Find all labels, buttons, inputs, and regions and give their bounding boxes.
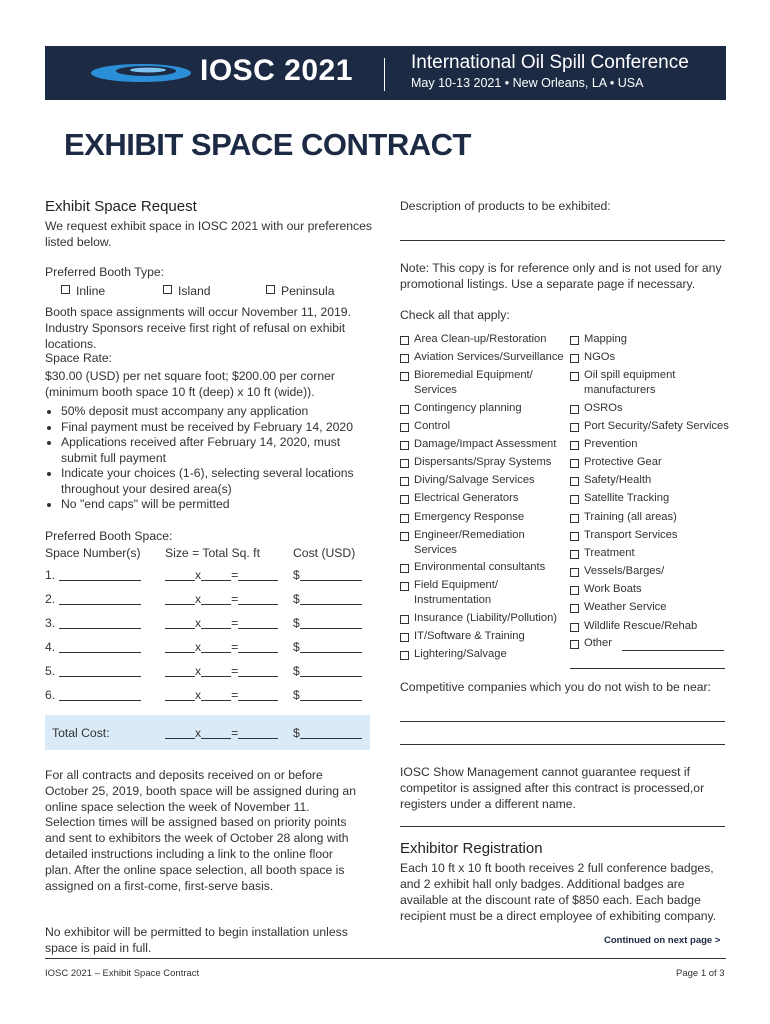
checklist-item[interactable]: Field Equipment/ Instrumentation: [400, 578, 565, 608]
checkbox-icon[interactable]: [570, 441, 579, 450]
divider: [400, 826, 725, 827]
checkbox-icon[interactable]: [400, 423, 409, 432]
space-number-field[interactable]: 3.: [45, 616, 141, 630]
checklist-item[interactable]: Control: [400, 419, 565, 434]
checkbox-icon[interactable]: [400, 372, 409, 381]
conference-details: May 10-13 2021 • New Orleans, LA • USA: [411, 76, 644, 90]
checklist-item[interactable]: Training (all areas): [570, 510, 730, 525]
checkbox-icon[interactable]: [570, 495, 579, 504]
other-field-2[interactable]: [570, 668, 725, 669]
list-item: • Final payment must be received by February 14, 2020: [61, 420, 370, 436]
space-number-field[interactable]: 5.: [45, 664, 141, 678]
logo-text: IOSC 2021: [200, 54, 353, 87]
checklist-item[interactable]: Engineer/Remediation Services: [400, 528, 565, 558]
checkbox-icon[interactable]: [163, 285, 172, 294]
other-field[interactable]: [622, 650, 724, 651]
total-size-field[interactable]: x =: [165, 726, 278, 740]
cost-field[interactable]: $: [293, 664, 362, 678]
checkbox-icon[interactable]: [400, 477, 409, 486]
checkbox-icon[interactable]: [400, 532, 409, 541]
terms-list: [45, 404, 370, 513]
checklist-item[interactable]: Vessels/Barges/: [570, 564, 730, 579]
booth-type-inline[interactable]: Inline: [61, 283, 105, 299]
checkbox-icon[interactable]: [570, 532, 579, 541]
checklist-item[interactable]: Aviation Services/Surveillance: [400, 350, 565, 365]
checkbox-icon[interactable]: [400, 495, 409, 504]
size-field[interactable]: x =: [165, 592, 278, 606]
cost-field[interactable]: $: [293, 568, 362, 582]
competitors-field-1[interactable]: [400, 721, 725, 722]
description-field[interactable]: [400, 240, 725, 241]
col-space-number: Space Number(s): [45, 546, 141, 560]
checklist-item[interactable]: Dispersants/Spray Systems: [400, 455, 565, 470]
cost-field[interactable]: $: [293, 616, 362, 630]
install-text: No exhibitor will be permitted to begin installation unless space is paid in full.: [45, 925, 348, 955]
iosc-logo-icon: [88, 60, 194, 86]
description-label: Description of products to be exhibited:: [400, 199, 611, 213]
space-number-field[interactable]: 6.: [45, 688, 141, 702]
checkbox-icon[interactable]: [61, 285, 70, 294]
checkbox-icon[interactable]: [570, 336, 579, 345]
space-number-field[interactable]: 1.: [45, 568, 141, 582]
checklist-item[interactable]: Port Security/Safety Services: [570, 419, 730, 434]
checklist-item[interactable]: Diving/Salvage Services: [400, 473, 565, 488]
competitors-note: IOSC Show Management cannot guarantee request if competitor is assigned after this contract is processed,or registers under a different name.: [400, 765, 705, 811]
checkbox-icon[interactable]: [400, 582, 409, 591]
checkbox-icon[interactable]: [570, 372, 579, 381]
booth-type-island[interactable]: Island: [163, 283, 211, 299]
booth-type-label: Preferred Booth Type:: [45, 265, 165, 279]
checkbox-icon[interactable]: [400, 615, 409, 624]
total-cost-label: Total Cost:: [52, 726, 110, 740]
checkbox-icon[interactable]: [570, 477, 579, 486]
checkbox-icon[interactable]: [400, 633, 409, 642]
exhibit-request-heading: Exhibit Space Request: [45, 198, 197, 215]
space-number-field[interactable]: 2.: [45, 592, 141, 606]
checkbox-icon[interactable]: [570, 604, 579, 613]
space-rate-text: $30.00 (USD) per net square foot; $200.00 per corner (minimum booth space 10 ft (deep) x 10 ft (wide)).: [45, 369, 335, 399]
checklist-item[interactable]: Bioremedial Equipment/ Services: [400, 368, 565, 398]
checkbox-icon[interactable]: [400, 651, 409, 660]
checkbox-icon[interactable]: [570, 459, 579, 468]
page-number: Page 1 of 3: [676, 968, 725, 979]
list-item: • No "end caps" will be permitted: [61, 497, 370, 513]
size-field[interactable]: x =: [165, 568, 278, 582]
checkbox-icon[interactable]: [400, 514, 409, 523]
col-size: Size = Total Sq. ft: [165, 546, 260, 560]
col-cost: Cost (USD): [293, 546, 356, 560]
checkbox-icon[interactable]: [570, 586, 579, 595]
checklist-item[interactable]: Protective Gear: [570, 455, 730, 470]
checkbox-icon[interactable]: [570, 550, 579, 559]
checkbox-icon[interactable]: [400, 564, 409, 573]
checklist-item[interactable]: Treatment: [570, 546, 730, 561]
size-field[interactable]: x =: [165, 640, 278, 654]
registration-text: Each 10 ft x 10 ft booth receives 2 full conference badges, and 2 exhibit hall only badges. Additional badges are available at the discount rate of $850 each. Each badge recipient must be a direct employee of exhibiting company.: [400, 861, 717, 923]
request-intro: We request exhibit space in IOSC 2021 with our preferences listed below.: [45, 219, 372, 249]
size-field[interactable]: x =: [165, 616, 278, 630]
list-item: • Indicate your choices (1-6), selecting several locations throughout your desired area(s): [61, 466, 370, 497]
assignment-note: Booth space assignments will occur November 11, 2019. Industry Sponsors receive first right of refusal on exhibit locations.: [45, 305, 351, 351]
competitors-label: Competitive companies which you do not wish to be near:: [400, 680, 711, 694]
checklist-item[interactable]: Satellite Tracking: [570, 491, 730, 506]
reference-note: Note: This copy is for reference only and is not used for any promotional listings. Use a separate page if necessary.: [400, 261, 722, 291]
checkbox-icon[interactable]: [570, 623, 579, 632]
checklist-item[interactable]: IT/Software & Training: [400, 629, 565, 644]
checklist-item[interactable]: Emergency Response: [400, 510, 565, 525]
checkbox-icon[interactable]: [400, 336, 409, 345]
footer-divider: [45, 958, 726, 959]
cost-field[interactable]: $: [293, 592, 362, 606]
checklist-item[interactable]: Wildlife Rescue/Rehab: [570, 619, 730, 634]
list-item: • Applications received after February 14, 2020, must submit full payment: [61, 435, 370, 466]
checklist-item[interactable]: Safety/Health: [570, 473, 730, 488]
checklist-item[interactable]: Prevention: [570, 437, 730, 452]
registration-heading: Exhibitor Registration: [400, 840, 543, 857]
conference-name: International Oil Spill Conference: [411, 52, 689, 73]
checklist-item[interactable]: OSROs: [570, 401, 730, 416]
deadline-text: For all contracts and deposits received on or before October 25, 2019, booth space will be assigned during an online space selection the week of November 11. Selection times will be assigned based on priority points and sent to exhibitors the week of October 28 along with detailed instructions including a link to the online floor plan. After the online space selection, all booth space is assigned on a first-come, first-serve basis.: [45, 768, 356, 893]
checklist-item[interactable]: Transport Services: [570, 528, 730, 543]
booth-type-peninsula[interactable]: Peninsula: [266, 283, 335, 299]
space-rate-label: Space Rate:: [45, 351, 113, 365]
checklist-item[interactable]: Environmental consultants: [400, 560, 565, 575]
total-cost-field[interactable]: $: [293, 726, 362, 740]
page-title: EXHIBIT SPACE CONTRACT: [64, 127, 471, 162]
continued-note: Continued on next page >: [604, 935, 721, 946]
checkbox-icon[interactable]: [266, 285, 275, 294]
checklist-item[interactable]: Electrical Generators: [400, 491, 565, 506]
checklist-item[interactable]: Weather Service: [570, 600, 730, 615]
checklist-item[interactable]: Other: [570, 636, 730, 651]
space-number-field[interactable]: 4.: [45, 640, 141, 654]
checkbox-icon[interactable]: [400, 354, 409, 363]
checkbox-icon[interactable]: [570, 354, 579, 363]
checkbox-icon[interactable]: [400, 441, 409, 450]
list-item: • 50% deposit must accompany any application: [61, 404, 370, 420]
checkbox-icon[interactable]: [400, 405, 409, 414]
preferred-space-label: Preferred Booth Space:: [45, 529, 173, 543]
checklist-item[interactable]: Mapping: [570, 332, 730, 347]
checkbox-icon[interactable]: [570, 568, 579, 577]
checkbox-icon[interactable]: [570, 640, 579, 649]
checklist-item[interactable]: Oil spill equipment manufacturers: [570, 368, 730, 398]
cost-field[interactable]: $: [293, 640, 362, 654]
checklist-item[interactable]: Area Clean-up/Restoration: [400, 332, 565, 347]
check-all-label: Check all that apply:: [400, 308, 510, 322]
checkbox-icon[interactable]: [570, 423, 579, 432]
checkbox-icon[interactable]: [570, 405, 579, 414]
checklist-item[interactable]: Lightering/Salvage: [400, 647, 565, 662]
size-field[interactable]: x =: [165, 664, 278, 678]
checkbox-icon[interactable]: [570, 514, 579, 523]
checklist-item[interactable]: Insurance (Liability/Pollution): [400, 611, 565, 626]
checkbox-icon[interactable]: [400, 459, 409, 468]
competitors-field-2[interactable]: [400, 744, 725, 745]
checklist-item[interactable]: Work Boats: [570, 582, 730, 597]
checklist-item[interactable]: NGOs: [570, 350, 730, 365]
checklist-item[interactable]: Damage/Impact Assessment: [400, 437, 565, 452]
banner-divider: [384, 58, 385, 91]
size-field[interactable]: x =: [165, 688, 278, 702]
cost-field[interactable]: $: [293, 688, 362, 702]
footer-title: IOSC 2021 – Exhibit Space Contract: [45, 968, 200, 979]
checklist-item[interactable]: Contingency planning: [400, 401, 565, 416]
